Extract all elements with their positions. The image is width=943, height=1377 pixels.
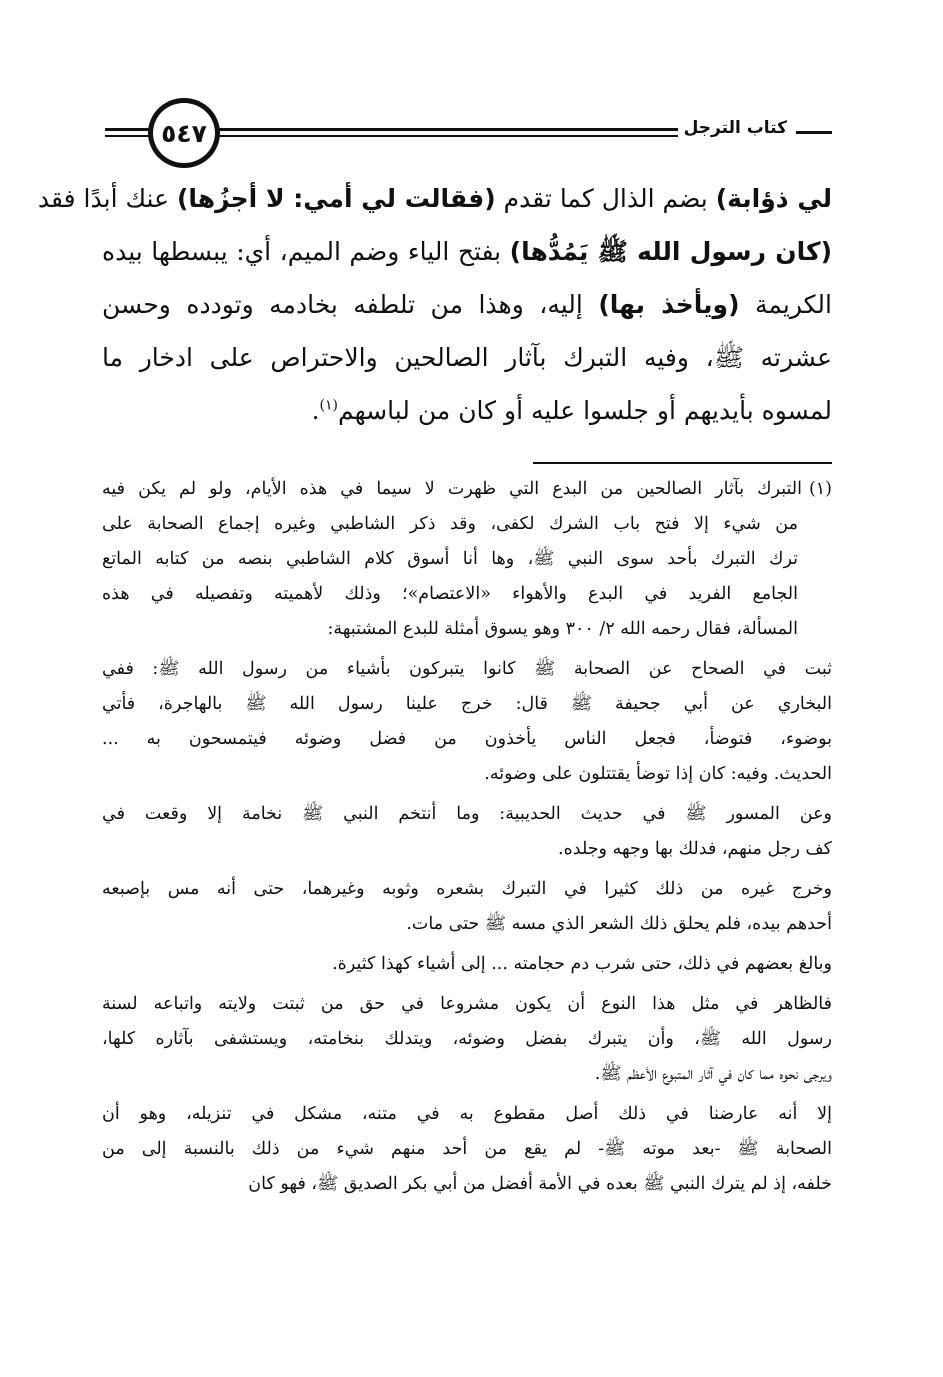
header-rule-left: [105, 128, 153, 131]
footnote-text: كف رجل منهم، فدلك بها وجهه وجلده.: [558, 839, 832, 859]
footnote-line: [102, 1022, 832, 1057]
footnote-text: إلا أنه عارضنا في ذلك أصل مقطوع به في متنه، مشكل في تنزيله، وهو أن: [102, 1104, 832, 1124]
footnote: [102, 472, 832, 1202]
footnote-paragraph: [102, 1097, 832, 1202]
main-text-line: [102, 278, 832, 331]
footnote-text: وخرج غيره من ذلك كثيرا في التبرك بشعره وثوبه وغيرهما، حتى أنه مس بإصبعه: [102, 879, 832, 899]
footnote-line: [102, 472, 832, 507]
footnote-text: الحديث. وفيه: كان إذا توضأ يقتتلون على وضوئه.: [484, 764, 832, 784]
commentary-text: الكريمة: [739, 290, 832, 319]
main-text-line: [102, 225, 832, 278]
footnote-separator: [533, 462, 832, 464]
footnote-line: [102, 947, 832, 982]
footnote-text: فالظاهر في مثل هذا النوع أن يكون مشروعا في حق من ثبتت ولايته واتباعه لسنة: [102, 994, 832, 1014]
running-title: كتاب الترجل: [678, 118, 793, 138]
main-text-line: [102, 331, 832, 384]
footnote-text: وبالغ بعضهم في ذلك، حتى شرب دم حجامته ... إلى أشياء كهذا كثيرة.: [332, 954, 832, 974]
hadith-quote: لي ذؤابة): [715, 184, 832, 213]
commentary-text: عنك أبدًا فقد: [37, 184, 177, 213]
footnote-line: [102, 507, 832, 542]
footnote-line: [102, 1057, 832, 1092]
footnote-line: [102, 757, 832, 792]
hadith-quote: (فقالت لي أمي: لا أجزُها): [176, 184, 496, 213]
footnote-line: [102, 542, 832, 577]
footnote-line: [102, 907, 832, 942]
main-text-line: [37, 172, 832, 225]
commentary-text: إليه، وهذا من تلطفه بخادمه وتودده وحسن: [102, 290, 599, 319]
footnote-text: ترك التبرك بأحد سوى النبي ﷺ، وها أنا أسوق كلام الشاطبي بنصه من كتابه الماتع: [102, 549, 798, 569]
header-rule-end: [796, 131, 832, 134]
footnote-paragraph: [102, 947, 832, 982]
commentary-text: .: [311, 396, 320, 425]
footnote-text: ويرجى نحوه مما كان في آثار المتبوع الأعظم ﷺ.: [594, 1064, 832, 1084]
footnote-line: [102, 1167, 832, 1202]
page-number: ٥٤٧: [148, 98, 220, 168]
hadith-quote: (كان رسول الله ﷺ يَمُدُّها): [509, 237, 832, 266]
commentary-text: لمسوه بأيديهم أو جلسوا عليه أو كان من لباسهم: [338, 396, 832, 425]
footnote-line: [102, 872, 832, 907]
footnote-line: [102, 652, 832, 687]
footnote-text: رسول الله ﷺ، وأن يتبرك بفضل وضوئه، ويتدلك بنخامته، ويستشفى بآثاره كلها،: [102, 1029, 832, 1049]
footnote-line: [102, 612, 832, 647]
footnote-line: [102, 987, 832, 1022]
main-text-line: [102, 384, 832, 437]
commentary-text: بفتح الياء وضم الميم، أي: يبسطها بيده: [102, 237, 510, 266]
footnote-paragraph: [102, 987, 832, 1092]
footnote-text: أحدهم بيده، فلم يحلق ذلك الشعر الذي مسه ﷺ حتى مات.: [406, 914, 832, 934]
footnote-text: التبرك بآثار الصالحين من البدع التي ظهرت لا سيما في هذه الأيام، ولو لم يكن فيه: [102, 479, 802, 499]
footnote-text: الجامع الفريد في البدع والأهواء «الاعتصام»؛ وذلك لأهميته وتفصيله في هذه: [102, 584, 798, 604]
hadith-quote: (ويأخذ بها): [598, 290, 740, 319]
footnote-reference: (١): [319, 397, 338, 414]
header-rule-left-thin: [105, 135, 153, 137]
footnote-text: ثبت في الصحاح عن الصحابة ﷺ كانوا يتبركون بأشياء من رسول الله ﷺ: ففي: [102, 659, 832, 679]
footnote-text: وعن المسور ﷺ في حديث الحديبية: وما أنتخم النبي ﷺ نخامة إلا وقعت في: [102, 804, 832, 824]
footnote-text: البخاري عن أبي جحيفة ﷺ قال: خرج علينا رسول الله ﷺ بالهاجرة، فأتي: [102, 694, 832, 714]
footnote-paragraph: [102, 652, 832, 792]
footnote-text: من شيء إلا فتح باب الشرك لكفى، وقد ذكر الشاطبي وغيره إجماع الصحابة على: [102, 514, 798, 534]
footnote-line: [102, 722, 832, 757]
footnote-line: [102, 577, 832, 612]
commentary-text: بضم الذال كما تقدم: [495, 184, 716, 213]
footnote-paragraph: [102, 472, 832, 647]
footnote-paragraph: [102, 797, 832, 867]
footnote-line: [102, 1132, 832, 1167]
footnote-text: الصحابة ﷺ -بعد موته ﷺ- لم يقع من أحد منهم شيء من ذلك بالنسبة إلى من: [102, 1139, 832, 1159]
footnote-paragraph: [102, 872, 832, 942]
footnote-line: [102, 1097, 832, 1132]
main-text: [37, 172, 832, 437]
footnote-line: [102, 832, 832, 867]
footnote-line: [102, 687, 832, 722]
footnote-text: المسألة، فقال رحمه الله ٢/ ٣٠٠ وهو يسوق أمثلة للبدع المشتبهة:: [327, 619, 798, 639]
footnote-marker: (١): [808, 479, 832, 499]
commentary-text: عشرته ﷺ، وفيه التبرك بآثار الصالحين والاحتراص على ادخار ما: [102, 343, 832, 372]
footnote-text: بوضوء، فتوضأ، فجعل الناس يأخذون من فضل وضوئه فيتمسحون به ...: [102, 729, 832, 749]
footnote-line: [102, 797, 832, 832]
footnote-text: خلفه، إذ لم يترك النبي ﷺ بعده في الأمة أفضل من أبي بكر الصديق ﷺ، فهو كان: [248, 1174, 832, 1194]
